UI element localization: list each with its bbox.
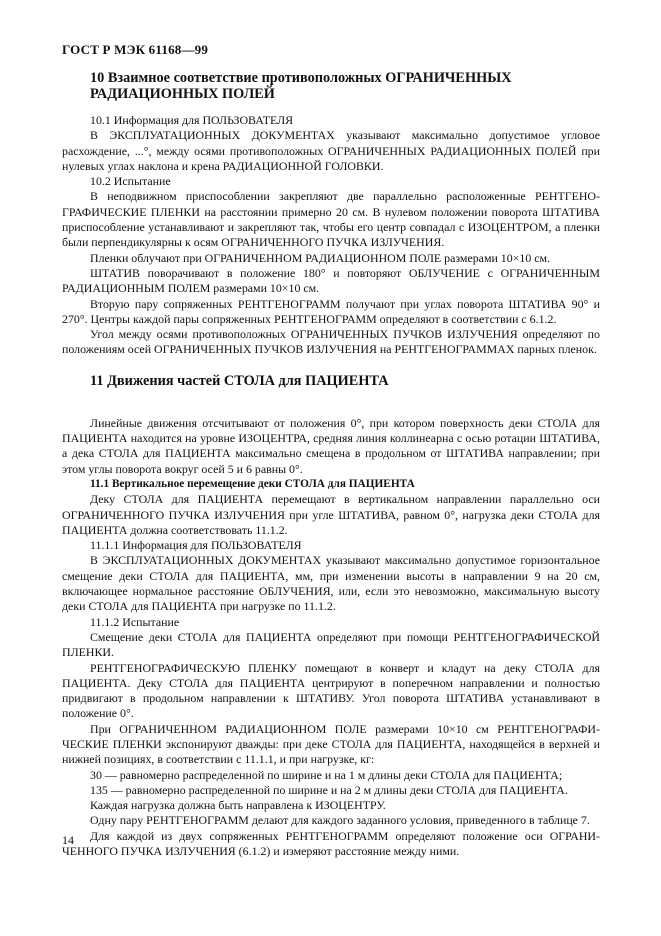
page-content [62,70,600,859]
paragraph: Угол между осями противоположных ОГРАНИЧЕННЫХ ПУЧКОВ ИЗЛУЧЕНИЯ определяют по положениям осей ОГРАНИЧЕННЫХ ПУЧКОВ ИЗЛУЧЕНИЯ на РЕНТГЕНОГРАММАХ парных пленок. [62,327,600,357]
paragraph: ШТАТИВ поворачивают в положение 180° и повторяют ОБЛУЧЕНИЕ с ОГРАНИЧЕННЫМ РАДИАЦИОННЫМ ПОЛЕМ размерами 10×10 см. [62,265,600,296]
paragraph-10-2: 10.2 Испытание [90,174,171,189]
paragraph: Для каждой из двух сопряженных РЕНТГЕНОГРАММ определяют положение оси ОГРАНИЧЕННОГО ПУЧКА ИЗЛУЧЕНИЯ (6.1.2) и измеряют расстояние между ними. [62,828,600,859]
paragraph: В ЭКСПЛУАТАЦИОННЫХ ДОКУМЕНТАХ указывают максимально допустимое угловое расхождение, ...°, между осями противоположных ОГРАНИЧЕННЫХ РАДИАЦИОННЫХ ПОЛЕЙ при нулевых углах наклона и крена РАДИАЦИОННОЙ ГОЛОВКИ. [62,128,600,173]
paragraph: Вторую пару сопряженных РЕНТГЕНОГРАММ получают при углах поворота ШТАТИВА 90° и 270°. Центры каждой пары сопряженных РЕНТГЕНОГРАММ определяют в соответствии с 6.1.2. [62,296,600,326]
paragraph: РЕНТГЕНОГРАФИЧЕСКУЮ ПЛЕНКУ помещают в конверт и кладут на деку СТОЛА для ПАЦИЕНТА. Деку СТОЛА для ПАЦИЕНТА центрируют в поперечном направлении и полностью придвигают в продольном направлении к ШТАТИВУ. Угол поворота ШТАТИВА устанавливают в положение 0°. [62,660,600,721]
paragraph: В неподвижном приспособлении закрепляют две параллельно расположенные РЕНТГЕНОГРАФИЧЕСКИЕ ПЛЕНКИ на расстоянии примерно 20 см. В нулевом положении поворота ШТАТИВА приспособление устанавливают и закрепляют так, чтобы его центр совпадал с ИЗОЦЕНТРОМ, а пленки были перпендикулярны к осям ОГРАНИЧЕННОГО ПУЧКА ИЗЛУЧЕНИЯ. [62,189,600,250]
paragraph: Одну пару РЕНТГЕНОГРАММ делают для каждого заданного условия, приведенного в таблице 7. [90,813,590,828]
list-item: 135 — равномерно распределенной по ширине и на 2 м длины деки СТОЛА для ПАЦИЕНТА. [90,782,568,797]
paragraph-intro: Линейные движения отсчитывают от положения 0°, при котором поверхность деки СТОЛА для ПАЦИЕНТА находится на уровне ИЗОЦЕНТРА, средняя линия коллинеарна с осью ротации ШТАТИВА, а дека СТОЛА для ПАЦИЕНТА максимально смещена в продольном от ШТАТИВА направлении; при этом углы поворота вокруг осей 5 и 6 равны 0°. [62,415,600,476]
page-number: 14 [62,833,74,847]
subsection-11-1-heading: 11.1 Вертикальное перемещение деки СТОЛА для ПАЦИЕНТА [90,477,415,490]
paragraph: В ЭКСПЛУАТАЦИОННЫХ ДОКУМЕНТАХ указывают максимально допустимое горизонтальное смещение деки СТОЛА для ПАЦИЕНТА, мм, при изменении высоты в направлении 9 на 20 см, включающее нормальное расстояние ОБЛУЧЕНИЯ, или, если это невозможно, максимальную высоту деки СТОЛА для ПАЦИЕНТА при нагрузке по 11.1.2. [62,553,600,614]
section-11-heading: 11 Движения частей СТОЛА для ПАЦИЕНТА [90,372,389,389]
list-item: 30 — равномерно распределенной по ширине и на 1 м длины деки СТОЛА для ПАЦИЕНТА; [90,767,563,782]
paragraph: При ОГРАНИЧЕННОМ РАДИАЦИОННОМ ПОЛЕ размерами 10×10 см РЕНТГЕНОГРАФИЧЕСКИЕ ПЛЕНКИ экспонируют дважды: при деке СТОЛА для ПАЦИЕНТА, находящейся в верхней и нижней позициях, в соответствии с 11.1.1, и при нагрузке, кг: [62,721,600,767]
paragraph-11-1-1: 11.1.1 Информация для ПОЛЬЗОВАТЕЛЯ [90,538,302,553]
document-header: ГОСТ Р МЭК 61168—99 [62,42,209,57]
paragraph-11-1-2: 11.1.2 Испытание [90,614,180,629]
paragraph: Каждая нагрузка должна быть направлена к ИЗОЦЕНТРУ. [90,798,386,813]
paragraph: Смещение деки СТОЛА для ПАЦИЕНТА определяют при помощи РЕНТГЕНОГРАФИЧЕСКОЙ ПЛЕНКИ. [62,629,600,660]
paragraph: Пленки облучают при ОГРАНИЧЕННОМ РАДИАЦИОННОМ ПОЛЕ размерами 10×10 см. [90,250,551,265]
section-10-heading: 10 Взаимное соответствие противоположных ОГРАНИЧЕННЫХ РАДИАЦИОННЫХ ПОЛЕЙ [90,70,512,102]
paragraph: Деку СТОЛА для ПАЦИЕНТА перемещают в вертикальном направлении параллельно оси ОГРАНИЧЕННОГО ПУЧКА ИЗЛУЧЕНИЯ при угле ШТАТИВА, равном 0°, нагрузка деки СТОЛА для ПАЦИЕНТА должна соответствовать 11.1.2. [62,492,600,537]
paragraph-10-1: 10.1 Информация для ПОЛЬЗОВАТЕЛЯ [90,113,294,127]
